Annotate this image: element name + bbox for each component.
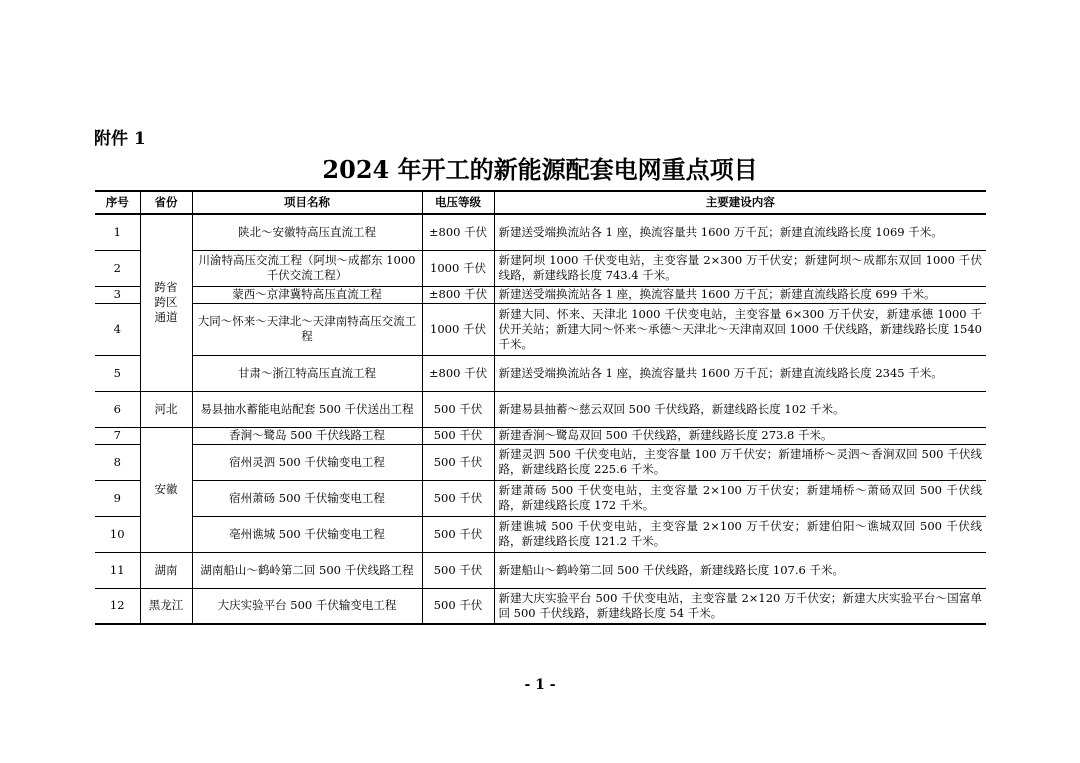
row-voltage: 500 千伏 xyxy=(422,391,494,427)
table-row xyxy=(95,588,986,624)
row-content: 新建送受端换流站各 1 座，换流容量共 1600 万千瓦；新建直流线路长度 699 千米。 xyxy=(494,286,986,303)
table-row xyxy=(95,552,986,588)
row-content: 新建船山～鹤岭第二回 500 千伏线路，新建线路长度 107.6 千米。 xyxy=(494,552,986,588)
row-voltage: 500 千伏 xyxy=(422,552,494,588)
table-row xyxy=(95,286,986,303)
row-content: 新建送受端换流站各 1 座，换流容量共 1600 万千瓦；新建直流线路长度 2345 千米。 xyxy=(494,355,986,391)
attachment-label: 附件 1 xyxy=(94,129,146,149)
row-content: 新建大庆实验平台 500 千伏变电站，主变容量 2×120 万千伏安；新建大庆实验平台～国富单回 500 千伏线路，新建线路长度 54 千米。 xyxy=(494,588,986,624)
row-project-name: 香涧～鹭岛 500 千伏线路工程 xyxy=(192,427,422,444)
row-project-name: 湖南船山～鹤岭第二回 500 千伏线路工程 xyxy=(192,552,422,588)
row-content: 新建阿坝 1000 千伏变电站，主变容量 2×300 万千伏安；新建阿坝～成都东双回 1000 千伏线路，新建线路长度 743.4 千米。 xyxy=(494,250,986,286)
row-project-name: 陕北～安徽特高压直流工程 xyxy=(192,214,422,250)
row-no: 11 xyxy=(95,552,140,588)
row-province: 安徽 xyxy=(140,427,192,552)
row-voltage: ±800 千伏 xyxy=(422,355,494,391)
header-province: 省份 xyxy=(140,191,192,214)
row-project-name: 大同～怀来～天津北～天津南特高压交流工程 xyxy=(192,303,422,355)
row-project-name: 蒙西～京津冀特高压直流工程 xyxy=(192,286,422,303)
document-title: 2024 年开工的新能源配套电网重点项目 xyxy=(322,155,758,184)
row-project-name: 易县抽水蓄能电站配套 500 千伏送出工程 xyxy=(192,391,422,427)
table-row xyxy=(95,303,986,355)
page-number: - 1 - xyxy=(524,677,556,693)
row-no: 4 xyxy=(95,303,140,355)
row-content: 新建送受端换流站各 1 座，换流容量共 1600 万千瓦；新建直流线路长度 1069 千米。 xyxy=(494,214,986,250)
row-content: 新建灵泗 500 千伏变电站，主变容量 100 万千伏安；新建埇桥～灵泗～香涧双回 500 千伏线路，新建线路长度 225.6 千米。 xyxy=(494,444,986,480)
row-voltage: 500 千伏 xyxy=(422,427,494,444)
row-voltage: 500 千伏 xyxy=(422,588,494,624)
table-row xyxy=(95,516,986,552)
table-row xyxy=(95,355,986,391)
row-no: 12 xyxy=(95,588,140,624)
row-no: 5 xyxy=(95,355,140,391)
row-voltage: 1000 千伏 xyxy=(422,303,494,355)
row-province: 河北 xyxy=(140,391,192,427)
header-voltage: 电压等级 xyxy=(422,191,494,214)
row-content: 新建易县抽蓄～慈云双回 500 千伏线路，新建线路长度 102 千米。 xyxy=(494,391,986,427)
projects-table xyxy=(95,190,986,625)
table-header-row xyxy=(95,191,986,214)
row-content: 新建大同、怀来、天津北 1000 千伏变电站，主变容量 6×300 万千伏安，新建承德 1000 千伏开关站；新建大同～怀来～承德～天津北～天津南双回 1000 千伏线路，新建线路长度 1540 千米。 xyxy=(494,303,986,355)
row-voltage: 500 千伏 xyxy=(422,516,494,552)
table-row xyxy=(95,480,986,516)
table-row xyxy=(95,214,986,250)
row-no: 9 xyxy=(95,480,140,516)
row-project-name: 亳州谯城 500 千伏输变电工程 xyxy=(192,516,422,552)
row-no: 8 xyxy=(95,444,140,480)
row-project-name: 宿州萧砀 500 千伏输变电工程 xyxy=(192,480,422,516)
header-content: 主要建设内容 xyxy=(494,191,986,214)
row-project-name: 大庆实验平台 500 千伏输变电工程 xyxy=(192,588,422,624)
row-project-name: 甘肃～浙江特高压直流工程 xyxy=(192,355,422,391)
row-no: 1 xyxy=(95,214,140,250)
row-no: 10 xyxy=(95,516,140,552)
row-voltage: 500 千伏 xyxy=(422,480,494,516)
row-voltage: 500 千伏 xyxy=(422,444,494,480)
row-no: 2 xyxy=(95,250,140,286)
row-content: 新建谯城 500 千伏变电站，主变容量 2×100 万千伏安；新建伯阳～谯城双回 500 千伏线路，新建线路长度 121.2 千米。 xyxy=(494,516,986,552)
row-content: 新建萧砀 500 千伏变电站，主变容量 2×100 万千伏安；新建埇桥～萧砀双回 500 千伏线路，新建线路长度 172 千米。 xyxy=(494,480,986,516)
row-project-name: 宿州灵泗 500 千伏输变电工程 xyxy=(192,444,422,480)
header-no: 序号 xyxy=(95,191,140,214)
table-row xyxy=(95,444,986,480)
row-no: 3 xyxy=(95,286,140,303)
row-no: 6 xyxy=(95,391,140,427)
row-province: 湖南 xyxy=(140,552,192,588)
row-voltage: ±800 千伏 xyxy=(422,286,494,303)
row-voltage: ±800 千伏 xyxy=(422,214,494,250)
table-row xyxy=(95,250,986,286)
row-voltage: 1000 千伏 xyxy=(422,250,494,286)
table-row xyxy=(95,391,986,427)
table-row xyxy=(95,427,986,444)
row-project-name: 川渝特高压交流工程（阿坝～成都东 1000 千伏交流工程） xyxy=(192,250,422,286)
row-province: 跨省 跨区 通道 xyxy=(140,214,192,391)
header-project-name: 项目名称 xyxy=(192,191,422,214)
row-content: 新建香涧～鹭岛双回 500 千伏线路，新建线路长度 273.8 千米。 xyxy=(494,427,986,444)
row-no: 7 xyxy=(95,427,140,444)
row-province: 黑龙江 xyxy=(140,588,192,624)
